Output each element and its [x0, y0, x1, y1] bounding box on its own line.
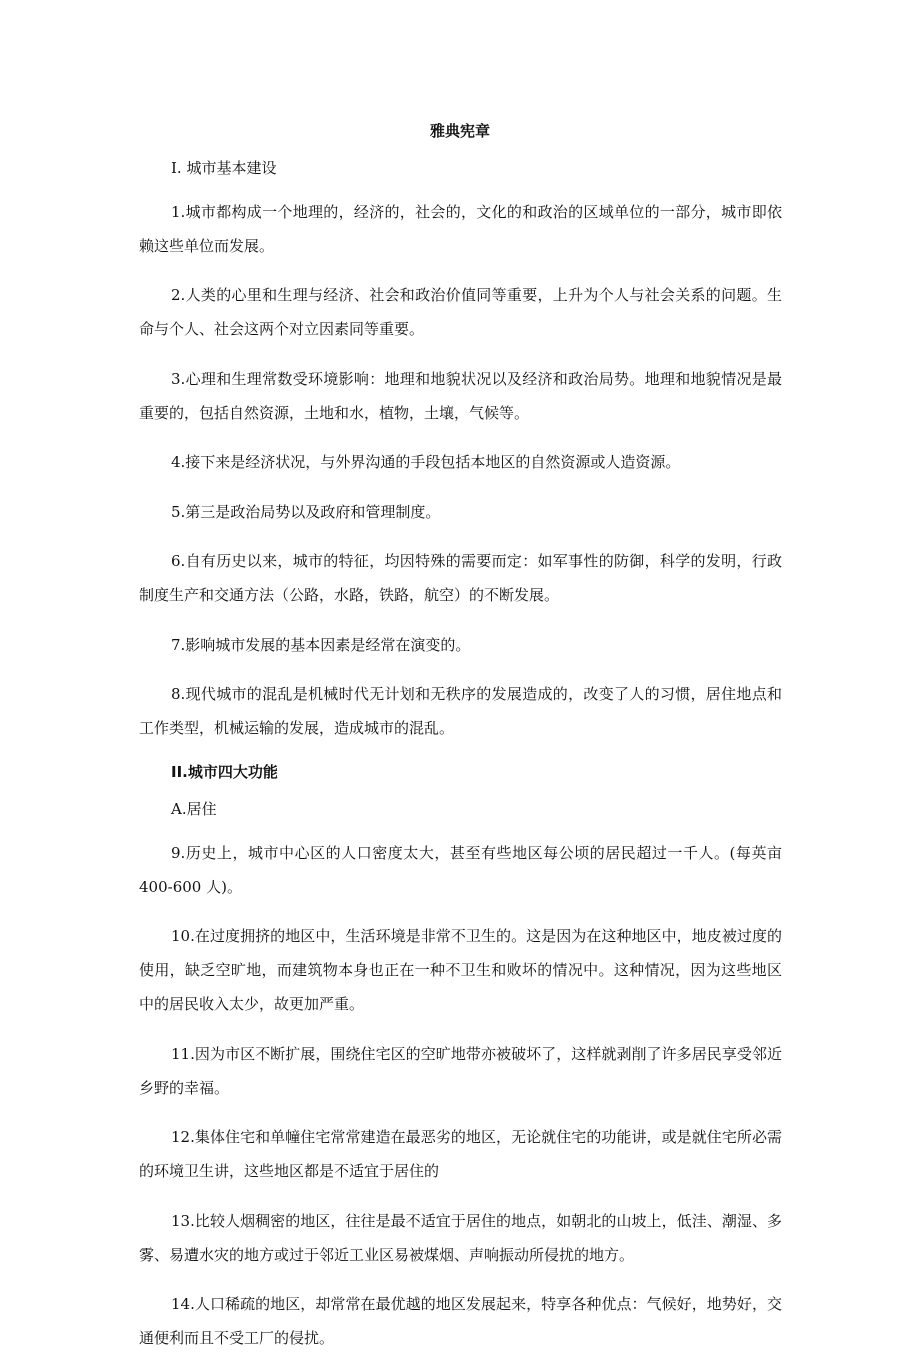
paragraph-7: 7.影响城市发展的基本因素是经常在演变的。	[171, 635, 471, 654]
section-heading-1: I. 城市基本建设	[171, 159, 277, 177]
paragraph-3: 3.心理和生理常数受环境影响：地理和地貌状况以及经济和政治局势。地理和地貌情况是最重要的，包括自然资源，土地和水，植物，土壤，气候等。	[139, 369, 782, 422]
paragraph-2: 2.人类的心里和生理与经济、社会和政治价值同等重要，上升为个人与社会关系的问题。生命与个人、社会这两个对立因素同等重要。	[139, 286, 782, 338]
paragraph-1: 1.城市都构成一个地理的，经济的，社会的，文化的和政治的区域单位的一部分，城市即依赖这些单位而发展。	[139, 202, 782, 255]
paragraph-13: 13.比较人烟稠密的地区，往往是最不适宜于居住的地点，如朝北的山坡上，低洼、潮湿、多雾、易遭水灾的地方或过于邻近工业区易被煤烟、声响振动所侵扰的地方。	[139, 1211, 782, 1264]
paragraph-11: 11.因为市区不断扩展，围绕住宅区的空旷地带亦被破坏了，这样就剥削了许多居民享受邻近乡野的幸福。	[139, 1044, 782, 1097]
paragraph-4: 4.接下来是经济状况，与外界沟通的手段包括本地区的自然资源或人造资源。	[171, 453, 681, 471]
section-heading-2: II.城市四大功能	[171, 762, 278, 781]
document-body	[139, 157, 782, 1371]
paragraph-10: 10.在过度拥挤的地区中，生活环境是非常不卫生的。这是因为在这种地区中，地皮被过度的使用，缺乏空旷地，而建筑物本身也正在一种不卫生和败坏的情况中。这种情况，因为这些地区中的居民收入太少，故更加严重。	[139, 927, 782, 1013]
paragraph-14: 14.人口稀疏的地区，却常常在最优越的地区发展起来，特享各种优点：气候好，地势好，交通便利而且不受工厂的侵扰。	[139, 1295, 782, 1347]
paragraph-9: 9.历史上，城市中心区的人口密度太大，甚至有些地区每公顷的居民超过一千人。(每英亩 400-600 人)。	[139, 843, 782, 896]
paragraph-5: 5.第三是政治局势以及政府和管理制度。	[171, 502, 441, 521]
paragraph-6: 6.自有历史以来，城市的特征，均因特殊的需要而定：如军事性的防御，科学的发明，行政制度生产和交通方法（公路，水路，铁路，航空）的不断发展。	[139, 552, 782, 604]
document-title: 雅典宪章	[429, 122, 490, 140]
subsection-heading-a: A.居住	[171, 800, 217, 818]
paragraph-12: 12.集体住宅和单幢住宅常常建造在最恶劣的地区，无论就住宅的功能讲，或是就住宅所必需的环境卫生讲，这些地区都是不适宜于居住的	[139, 1128, 782, 1180]
paragraph-8: 8.现代城市的混乱是机械时代无计划和无秩序的发展造成的，改变了人的习惯，居住地点和工作类型，机械运输的发展，造成城市的混乱。	[139, 685, 782, 737]
